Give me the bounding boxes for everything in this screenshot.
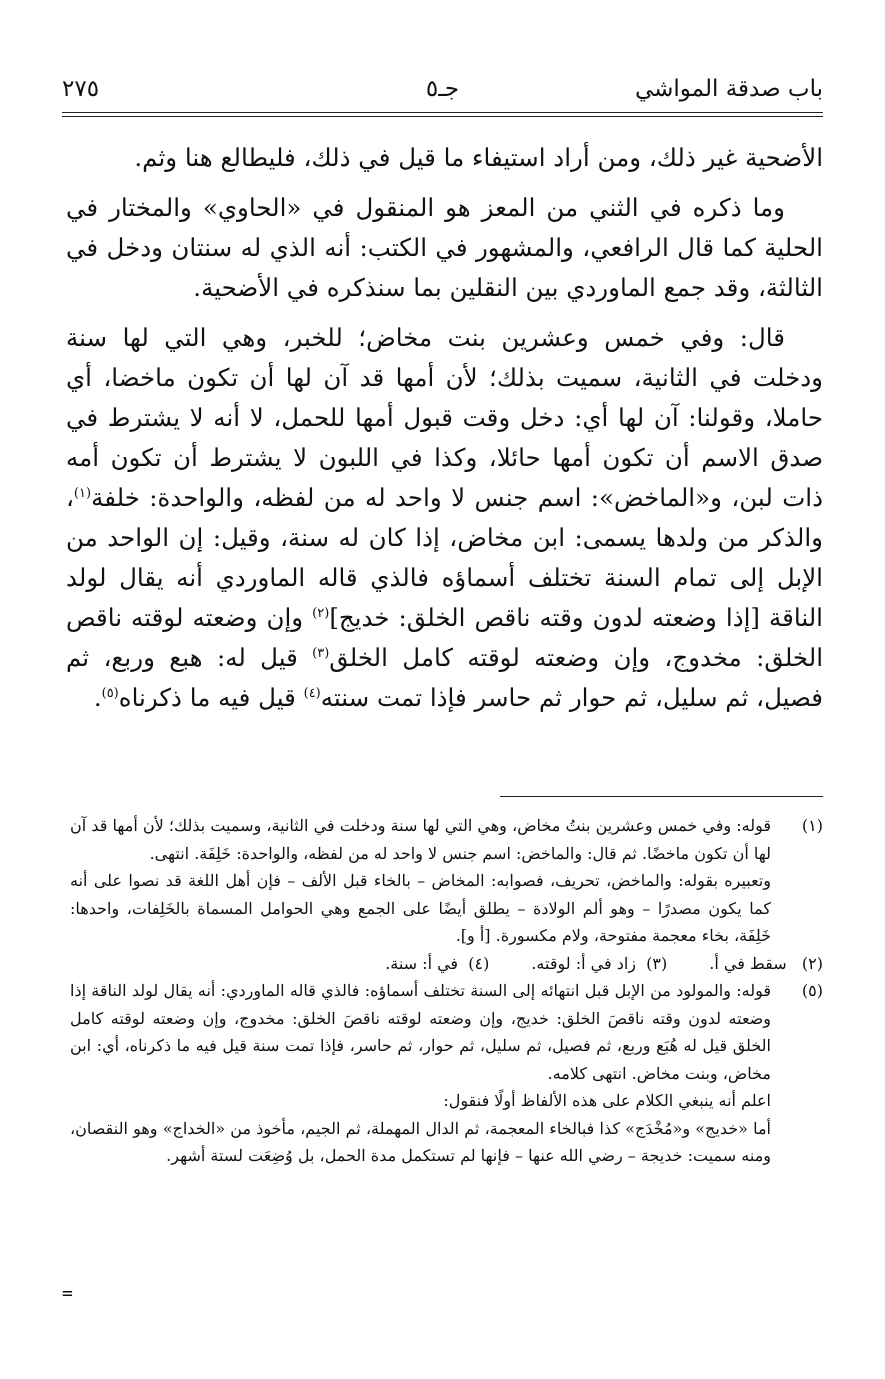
- footnote-number: (١): [801, 816, 823, 835]
- footnote-5: [70, 977, 823, 1170]
- footnote-4: [385, 950, 489, 978]
- paragraph-3-part-f: .: [93, 683, 102, 712]
- footnote-ref-4[interactable]: (٤): [303, 685, 321, 701]
- paragraph-3: [66, 318, 823, 718]
- paragraph-3-part-c: وإن وضعته لوقته ناقص الخلق: مخدوج، وإن وضعته لوقته كامل الخلق: [66, 603, 824, 672]
- paragraph-2: وما ذكره في الثني من المعز هو المنقول في «الحاوي» والمختار في الحلية كما قال الرافعي، والمشهور في الكتب: أنه الذي له سنتان ودخل في الثالثة، وقد جمع الماوردي بين النقلين بما سنذكره في الأضحية.: [66, 193, 823, 302]
- footnote-text: اعلم أنه ينبغي الكلام على هذه الألفاظ أولًا فنقول:: [443, 1091, 771, 1110]
- footnote-text: أما «خديج» و«مُخْدَج» كذا فبالخاء المعجمة، ثم الدال المهملة، ثم الجيم، مأخوذ من «الخداج» وهو النقصان، ومنه سميت: خديجة – رضي الله عنها – فإنها لم تستكمل مدة الحمل، بل وُضِعَت لستة أشهر.: [70, 1118, 771, 1165]
- page-header: [62, 70, 823, 116]
- footnote-number: (٥): [801, 981, 823, 1000]
- footnote-number: (٣): [646, 953, 668, 973]
- footnote-1: [70, 812, 823, 950]
- paragraph-3-part-e: قيل فيه ما ذكرناه: [118, 683, 304, 712]
- footnote-ref-3[interactable]: (٣): [312, 645, 330, 661]
- footnote-body: [70, 977, 771, 1170]
- paragraph-3-part-a: قال: وفي خمس وعشرين بنت مخاض؛ للخبر، وهي التي لها سنة ودخلت في الثانية، سميت بذلك؛ لأن أمها قد آن لها أن تكون ماخضا، أي حاملا، وقولنا: آن لها أي: دخل وقت قبول أمها للحمل، لا أنه لا يشترط في صدق الاسم أن تكون أمها حائلا، وكذا في اللبون لا يشترط أن تكون أمه ذات لبن، و«الماخض»: اسم جنس لا واحد له من لفظه، والواحدة: خلفة: [66, 323, 823, 512]
- paragraph-3-part-d: قيل له: هبع وربع، ثم فصيل، ثم سليل، ثم حوار ثم حاسر فإذا تمت سنته: [66, 643, 823, 712]
- footnote-ref-1[interactable]: (١): [73, 485, 92, 501]
- header-rule-thin: [62, 116, 823, 117]
- footnotes-2-4-row: [70, 950, 823, 978]
- footnote-text: سقط في أ.: [709, 953, 787, 973]
- chapter-title: باب صدقة المواشي: [634, 76, 823, 102]
- footnote-number: (٢): [801, 953, 823, 973]
- footnote-text: وتعبيره بقوله: والماخض، تحريف، فصوابه: المخاض – بالخاء قبل الألف – فإن أهل اللغة قد نصوا على أنه كما يكون مصدرًا – وهو ألم الولادة – يطلق أيضًا على الجمع وهي الحوامل المسماة بالخَلِفات، واحدها: خَلِفَة، بخاء معجمة مفتوحة، ولام مكسورة. [أ و].: [70, 871, 771, 945]
- footnote-3: [531, 950, 667, 978]
- footnote-ref-2[interactable]: (٢): [312, 605, 330, 621]
- page-number: ٢٧٥: [62, 76, 100, 102]
- footnote-text: زاد في أ: لوقته.: [531, 953, 636, 973]
- footnotes: [70, 812, 823, 1170]
- volume-label: جـ٥: [425, 76, 460, 102]
- continuation-mark: =: [62, 1283, 73, 1304]
- footnote-body: [70, 812, 771, 950]
- footnote-text: في أ: سنة.: [385, 953, 459, 973]
- footnote-text: قوله: وفي خمس وعشرين بنتُ مخاض، وهي التي لها سنة ودخلت في الثانية، وسميت بذلك؛ لأن أمها قد آن لها أن تكون ماخضًا. ثم قال: والماخض: اسم جنس لا واحد له من لفظه، والواحدة: خَلِفَة. انتهى.: [70, 816, 771, 863]
- footnote-ref-5[interactable]: (٥): [101, 685, 119, 701]
- paragraph-3-part-b: ، والذكر من ولدها يسمى: ابن مخاض، إذا كان له سنة، وقيل: إن الواحد من الإبل إلى تمام السنة تختلف أسماؤه فالذي قاله الماوردي أنه يقال لولد الناقة [إذا وضعته لدون وقته ناقص الخلق: خديج]: [66, 483, 823, 632]
- header-rule-thick: [62, 112, 823, 113]
- footnote-number: (٤): [468, 953, 490, 973]
- paragraph-1: الأضحية غير ذلك، ومن أراد استيفاء ما قيل في ذلك، فليطالع هنا وثم.: [134, 143, 823, 172]
- main-text: [66, 138, 823, 728]
- footnote-2: [709, 950, 823, 978]
- footnote-text: قوله: والمولود من الإبل قبل انتهائه إلى السنة تختلف أسماؤه: فالذي قاله الماوردي: أنه يقال لولد الناقة إذا وضعته لدون وقته ناقصَ الخلق: خديج، وإن وضعته لوقته ناقصَ الخلق: مخدوج، وإن وضعته لوقته كامل الخلق قيل له هُبَع وربع، ثم فصيل، ثم سليل، ثم حوار، ثم حاسر، فإذا تمت سنة قيل فيه ما ذكرناه، أي: ابن مخاض، وبنت مخاض. انتهى كلامه.: [70, 981, 772, 1083]
- footnote-separator: [500, 796, 823, 797]
